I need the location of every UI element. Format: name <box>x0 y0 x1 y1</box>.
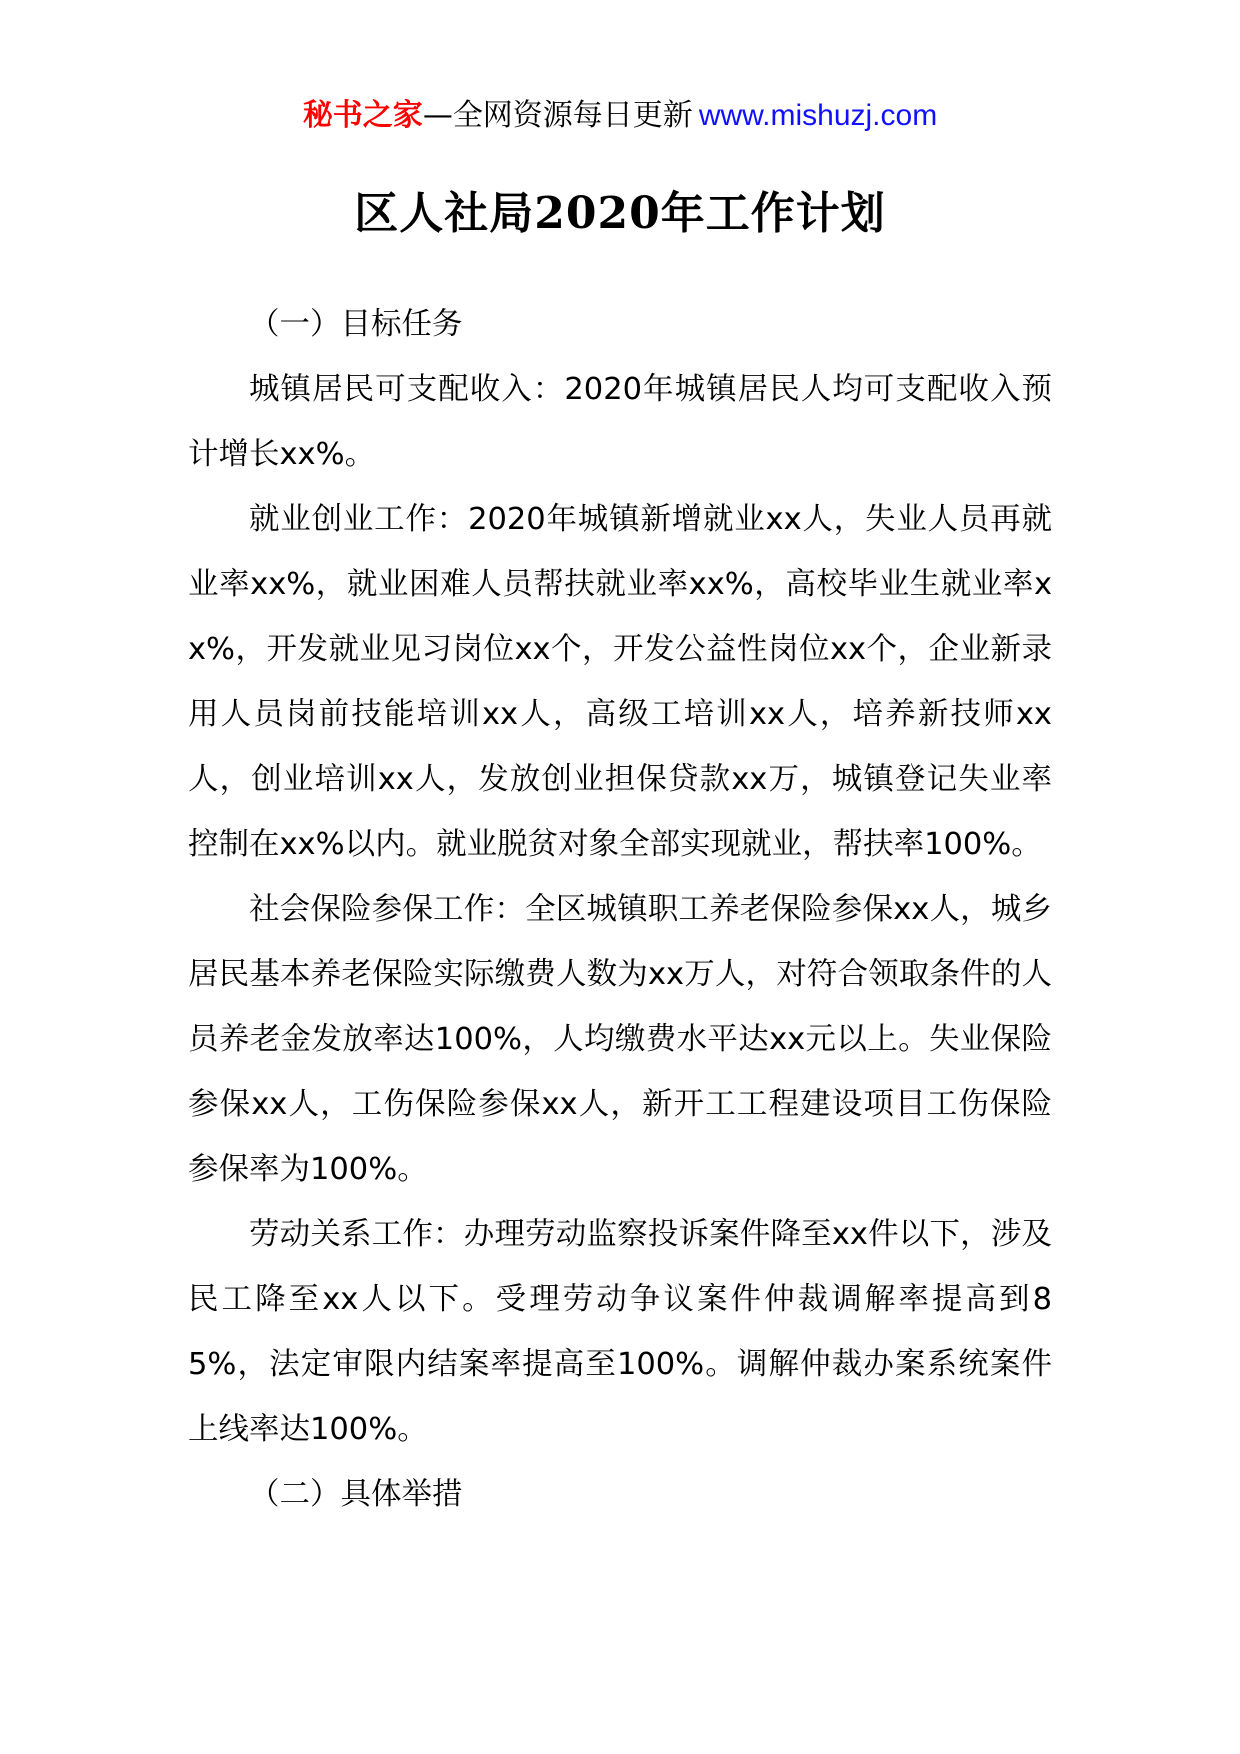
document-title: 区人社局2020年工作计划 <box>354 188 886 239</box>
section-heading-measures: （二）具体举措 <box>249 1477 463 1512</box>
section-heading-objectives: （一）目标任务 <box>249 307 463 342</box>
paragraph-social-insurance: 社会保险参保工作：全区城镇职工养老保险参保xx人，城乡居民基本养老保险实际缴费人数为xx万人，对符合领取条件的人员养老金发放率达100%，人均缴费水平达xx元以上。失业保险参保xx人，工伤保险参保xx人，新开工工程建设项目工伤保险参保率为100%。 <box>188 892 1052 1187</box>
paragraph-labor-relations: 劳动关系工作：办理劳动监察投诉案件降至xx件以下，涉及民工降至xx人以下。受理劳动争议案件仲裁调解率提高到85%，法定审限内结案率提高至100%。调解仲裁办案系统案件上线率达100%。 <box>188 1217 1052 1447</box>
paragraph-employment: 就业创业工作：2020年城镇新增就业xx人，失业人员再就业率xx%，就业困难人员帮扶就业率xx%，高校毕业生就业率xx%，开发就业见习岗位xx个，开发公益性岗位xx个，企业新录用人员岗前技能培训xx人，高级工培训xx人，培养新技师xx人，创业培训xx人，发放创业担保贷款xx万，城镇登记失业率控制在xx%以内。就业脱贫对象全部实现就业，帮扶率100%。 <box>188 502 1052 862</box>
site-url-link[interactable]: www.mishuzj.com <box>698 99 938 132</box>
site-banner <box>0 96 1240 136</box>
document-body <box>188 292 1052 1527</box>
paragraph-income: 城镇居民可支配收入：2020年城镇居民人均可支配收入预计增长xx%。 <box>188 372 1052 472</box>
brand-name: 秘书之家 <box>302 98 423 133</box>
banner-slogan: —全网资源每日更新 <box>422 98 693 133</box>
